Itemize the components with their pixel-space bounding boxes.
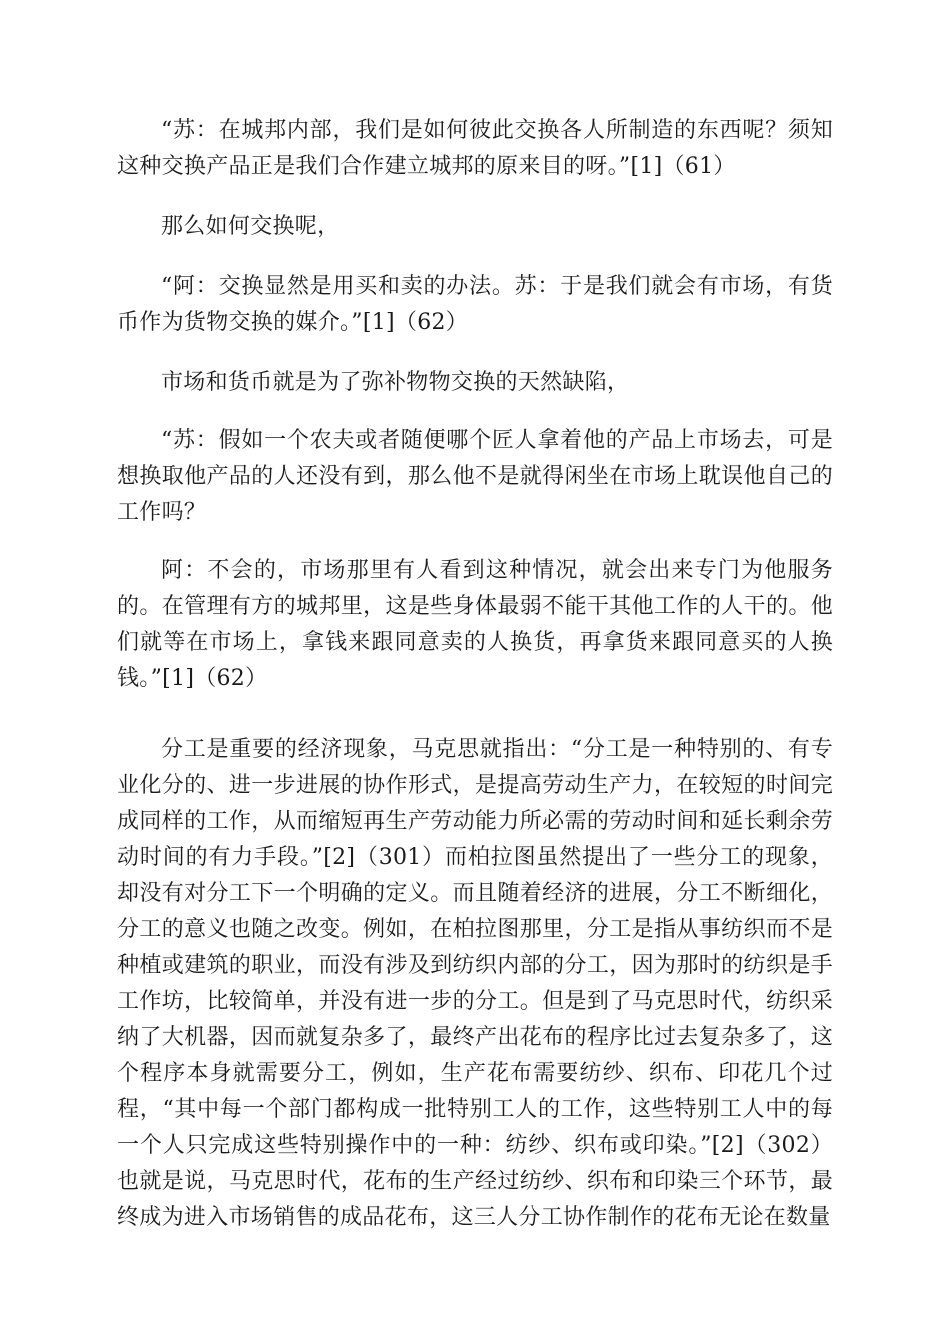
paragraph-division-of-labor: 分工是重要的经济现象，马克思就指出：“分工是一种特别的、有专业化分的、进一步进展的协作形式，是提高劳动生产力，在较短的时间完成同样的工作，从而缩短再生产劳动能力所必需的劳动时间和延长剩余劳动时间的有力手段。”[2]（301）而柏拉图虽然提出了一些分工的现象，却没有对分工下一个明确的定义。而且随着经济的进展，分工不断细化，分工的意义也随之改变。例如，在柏拉图那里，分工是指从事纺织而不是种植或建筑的职业，而没有涉及到纺织内部的分工，因为那时的纺织是手工作坊，比较简单，并没有进一步的分工。但是到了马克思时代，纺织采纳了大机器，因而就复杂多了，最终产出花布的程序比过去复杂多了，这个程序本身就需要分工，例如，生产花布需要纺纱、织布、印花几个过程，“其中每一个部门都构成一批特别工人的工作，这些特别工人中的每一个人只完成这些特别操作中的一种：纺纱、织布或印染。”[2]（302）也就是说，马克思时代，花布的生产经过纺纱、织布和印染三个环节，最终成为进入市场销售的成品花布，这三人分工协作制作的花布无论在数量 (117, 737, 833, 1230)
quote-paragraph-adeimantus-reply: 阿：不会的，市场那里有人看到这种情况，就会出来专门为他服务的。在管理有方的城邦里，这是些身体最弱不能干其他工作的人干的。他们就等在市场上，拿钱来跟同意卖的人换货，再拿货来跟同意买的人换钱。”[1]（62） (117, 558, 833, 691)
paragraph-market-money: 市场和货币就是为了弥补物物交换的天然缺陷， (161, 370, 630, 395)
paragraph-how-exchange: 那么如何交换呢， (161, 214, 340, 239)
quote-paragraph-socrates-farmer: “苏：假如一个农夫或者随便哪个匠人拿着他的产品上市场去，可是想换取他产品的人还没有到，那么他不是就得闲坐在市场上耽误他自己的工作吗？ (117, 428, 833, 525)
document-page (117, 113, 833, 1236)
quote-paragraph-adeimantus-market: “阿：交换显然是用买和卖的办法。苏：于是我们就会有市场，有货币作为货物交换的媒介。”[1]（62） (117, 274, 833, 335)
quote-paragraph-socrates-exchange: “苏：在城邦内部，我们是如何彼此交换各人所制造的东西呢？须知这种交换产品正是我们合作建立城邦的原来目的呀。”[1]（61） (117, 118, 833, 179)
